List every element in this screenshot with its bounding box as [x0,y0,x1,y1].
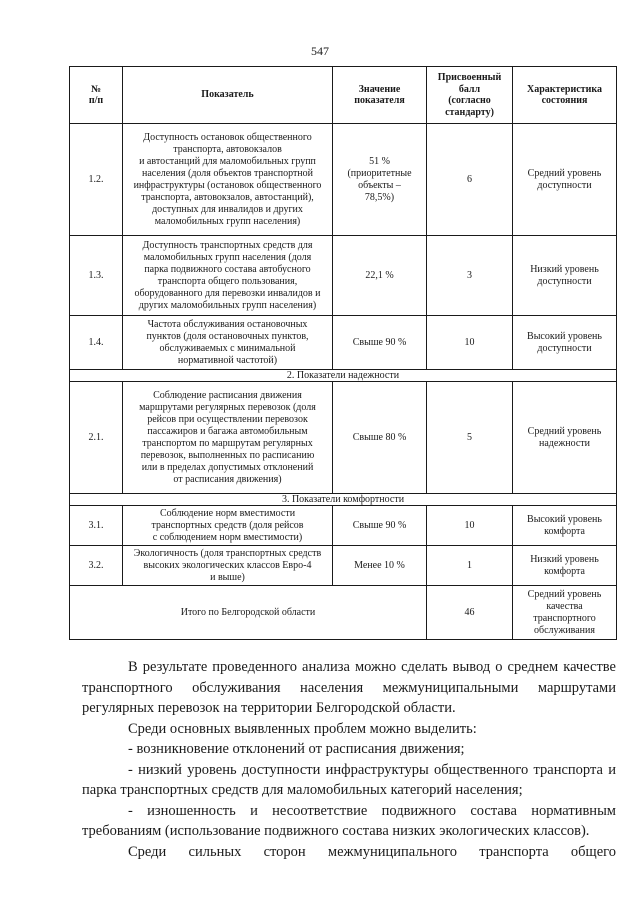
row-characteristic: Низкий уровень доступности [513,236,617,316]
row-characteristic: Средний уровень доступности [513,124,617,236]
header-score: Присвоенный балл (согласно стандарту) [427,67,513,124]
header-indicator: Показатель [123,67,333,124]
row-indicator: Соблюдение расписания движения маршрутами регулярных перевозок (доля рейсов при осуществлении перевозок пассажиров и багажа автомобильным транспортом по маршрутам регулярных перевозок, выполненных по расписанию или в пределах допустимых отклонений от расписания движения) [123,382,333,494]
paragraph-problem-schedule: - возникновение отклонений от расписания движения; [128,741,465,757]
section-row [70,370,617,382]
row-num: 2.1. [70,382,123,494]
header-value: Значение показателя [333,67,427,124]
row-num: 3.2. [70,546,123,586]
table-row [70,382,617,494]
table-row [70,546,617,586]
row-score: 6 [427,124,513,236]
paragraph-strengths-start: Среди сильных сторон межмуниципального транспорта общего [128,843,616,860]
row-value: 22,1 % [333,236,427,316]
row-indicator: Соблюдение норм вместимости транспортных средств (доля рейсов с соблюдением норм вместимости) [123,506,333,546]
section-title-reliability: 2. Показатели надежности [70,370,617,382]
row-indicator: Доступность транспортных средств для маломобильных групп населения (доля парка подвижного состава автобусного транспорта общего пользования, оборудованного для перевозки инвалидов и других маломобильных групп населения) [123,236,333,316]
row-num: 1.2. [70,124,123,236]
table-header-row [70,67,617,124]
row-value: Менее 10 % [333,546,427,586]
row-characteristic: Средний уровень надежности [513,382,617,494]
row-characteristic: Высокий уровень доступности [513,316,617,370]
row-value: Свыше 80 % [333,382,427,494]
total-characteristic: Средний уровень качества транспортного обслуживания [513,586,617,640]
row-value: Свыше 90 % [333,316,427,370]
row-value: Свыше 90 % [333,506,427,546]
table-row [70,124,617,236]
total-label: Итого по Белгородской области [70,586,427,640]
row-num: 3.1. [70,506,123,546]
row-score: 3 [427,236,513,316]
row-indicator: Доступность остановок общественного транспорта, автовокзалов и автостанций для маломобильных групп населения (доля объектов транспортной инфраструктуры (остановок общественного транспорта, автовокзалов, автостанций), доступных для инвалидов и других маломобильных групп населения) [123,124,333,236]
row-value: 51 % (приоритетные объекты – 78,5%) [333,124,427,236]
section-title-comfort: 3. Показатели комфортности [70,494,617,506]
row-characteristic: Высокий уровень комфорта [513,506,617,546]
paragraph-problem-accessibility: - низкий уровень доступности инфраструктуры общественного транспорта и парка транспортных средств для маломобильных категорий населения; [82,761,616,798]
table-row [70,236,617,316]
paragraph-problems-intro: Среди основных выявленных проблем можно выделить: [128,720,477,737]
paragraph-conclusion: В результате проведенного анализа можно сделать вывод о среднем качестве транспортного обслуживания населения межмуниципальными маршрутами регулярных перевозок на территории Белгородской области. [82,659,616,716]
row-indicator: Экологичность (доля транспортных средств высоких экологических классов Евро-4 и выше) [123,546,333,586]
row-num: 1.3. [70,236,123,316]
row-score: 5 [427,382,513,494]
header-num: № п/п [70,67,123,124]
total-row [70,586,617,640]
total-score: 46 [427,586,513,640]
section-row [70,494,617,506]
row-indicator: Частота обслуживания остановочных пунктов (доля остановочных пунктов, обслуживаемых с минимальной нормативной частотой) [123,316,333,370]
paragraph-problem-fleet: - изношенность и несоответствие подвижного состава нормативным требованиям (использование подвижного состава низких экологических классов). [82,802,616,839]
transport-quality-table [69,66,617,640]
row-score: 10 [427,316,513,370]
row-num: 1.4. [70,316,123,370]
row-characteristic: Низкий уровень комфорта [513,546,617,586]
row-score: 1 [427,546,513,586]
table-row [70,506,617,546]
table-row [70,316,617,370]
header-characteristic: Характеристика состояния [513,67,617,124]
row-score: 10 [427,506,513,546]
page-number: 547 [311,44,329,58]
body-text [82,657,616,862]
